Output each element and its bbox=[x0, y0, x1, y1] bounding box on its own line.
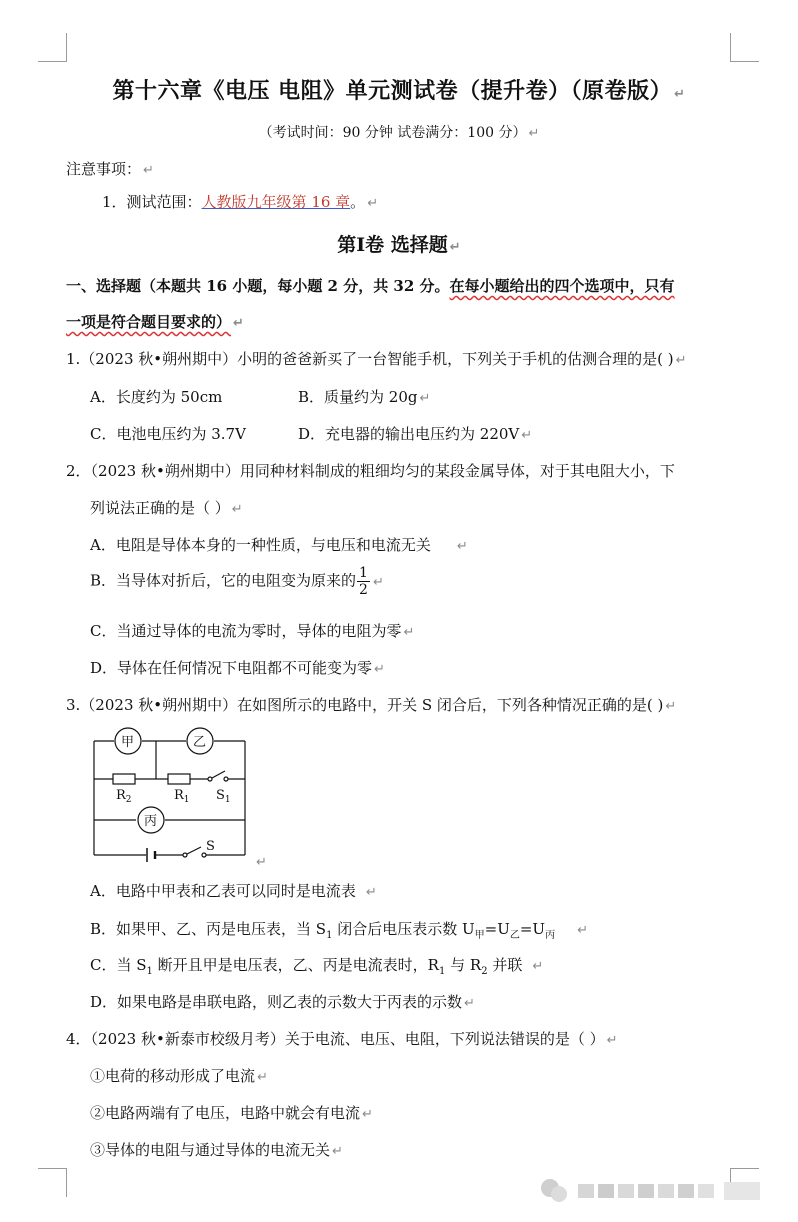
circuit-diagram bbox=[86, 724, 276, 869]
test-range: 人教版九年级第 16 章 bbox=[201, 193, 351, 211]
meter-bing-label: 丙 bbox=[144, 814, 158, 829]
part-instructions-line-1: 一、选择题（本题共 16 小题，每小题 2 分，共 32 分。在每小题给出的四个选项中，只有 bbox=[66, 277, 675, 295]
resistor-r2 bbox=[113, 774, 135, 784]
question-3-option-b: B．如果甲、乙、丙是电压表，当 $S_1$ 闭合后电压表示数 $U_甲=U_乙=U_丙$ ↵ bbox=[90, 920, 588, 941]
notice-item-1: 1．测试范围：人教版九年级第 16 章。 ↵ bbox=[102, 193, 379, 211]
s-label: S bbox=[206, 839, 215, 854]
notice-heading: 注意事项： ↵ bbox=[66, 160, 154, 178]
r2-label: $R_2$ bbox=[116, 788, 132, 805]
watermark-logo bbox=[534, 1172, 784, 1212]
r1-label: $R_1$ bbox=[174, 788, 190, 805]
question-3-option-a: A．电路中甲表和乙表可以同时是电流表 ↵ bbox=[90, 882, 377, 900]
switch-s1 bbox=[208, 777, 212, 781]
meter-jia-label: 甲 bbox=[121, 735, 135, 750]
exam-title: 第十六章《电压 电阻》单元测试卷（提升卷）（原卷版） ↵ bbox=[112, 78, 686, 104]
question-4-statement-3: ③导体的电阻与通过导体的电流无关 ↵ bbox=[90, 1141, 343, 1159]
switch-s bbox=[183, 853, 187, 857]
part-instructions-line-2: 一项是符合题目要求的） ↵ bbox=[66, 313, 244, 331]
question-2-option-d: D．导体在任何情况下电阻都不可能变为零 ↵ bbox=[90, 659, 385, 677]
question-2-option-c: C．当通过导体的电流为零时，导体的电阻为零 ↵ bbox=[90, 622, 415, 640]
question-4-statement-2: ②电路两端有了电压，电路中就会有电流 ↵ bbox=[90, 1104, 373, 1122]
fraction-one-half: $\frac{1}{2}$ bbox=[359, 565, 368, 598]
question-1-option-b: B．质量约为 20g ↵ bbox=[298, 388, 431, 406]
section-title: 第Ⅰ卷 选择题 ↵ bbox=[337, 234, 461, 256]
crop-mark-top-left bbox=[38, 33, 67, 62]
question-1-option-a: A．长度约为 50cm bbox=[90, 388, 223, 406]
meter-yi-label: 乙 bbox=[193, 735, 207, 750]
question-2-stem-line-2: 列说法正确的是（ ） ↵ bbox=[90, 499, 243, 517]
question-1-option-c: C．电池电压约为 3.7V bbox=[90, 425, 246, 443]
question-1-option-d: D．充电器的输出电压约为 220V ↵ bbox=[298, 425, 533, 443]
resistor-r1 bbox=[168, 774, 190, 784]
question-4-stem: 4．（2023 秋•新泰市校级月考）关于电流、电压、电阻，下列说法错误的是（ ） ↵ bbox=[66, 1030, 618, 1048]
exam-subtitle: （考试时间：90 分钟 试卷满分：100 分） ↵ bbox=[258, 125, 540, 141]
question-4-statement-1: ①电荷的移动形成了电流 ↵ bbox=[90, 1067, 268, 1085]
question-2-stem-line-1: 2．（2023 秋•朔州期中）用同种材料制成的粗细均匀的某段金属导体，对于其电阻大小，下 bbox=[66, 462, 675, 480]
question-1-stem: 1.（2023 秋•朔州期中）小明的爸爸新买了一台智能手机，下列关于手机的估测合理的是( ) ↵ bbox=[66, 350, 687, 368]
s1-label: $S_1$ bbox=[216, 788, 231, 805]
crop-mark-top-right bbox=[730, 33, 759, 62]
question-3-option-d: D．如果电路是串联电路，则乙表的示数大于丙表的示数 ↵ bbox=[90, 993, 475, 1011]
circuit-paragraph-mark: ↵ bbox=[256, 855, 267, 870]
question-3-stem: 3.（2023 秋•朔州期中）在如图所示的电路中，开关 S 闭合后，下列各种情况正确的是( ) ↵ bbox=[66, 696, 677, 714]
question-2-option-b: B．当导体对折后，它的电阻变为原来的 $\frac{1}{2}$ ↵ bbox=[90, 565, 384, 598]
crop-mark-bottom-left bbox=[38, 1168, 67, 1197]
question-2-option-a: A．电阻是导体本身的一种性质，与电压和电流无关 ↵ bbox=[90, 536, 468, 554]
question-3-option-c: C．当 $S_1$ 断开且甲是电压表，乙、丙是电流表时，$R_1$ 与 $R_2$ 并联 ↵ bbox=[90, 956, 544, 977]
